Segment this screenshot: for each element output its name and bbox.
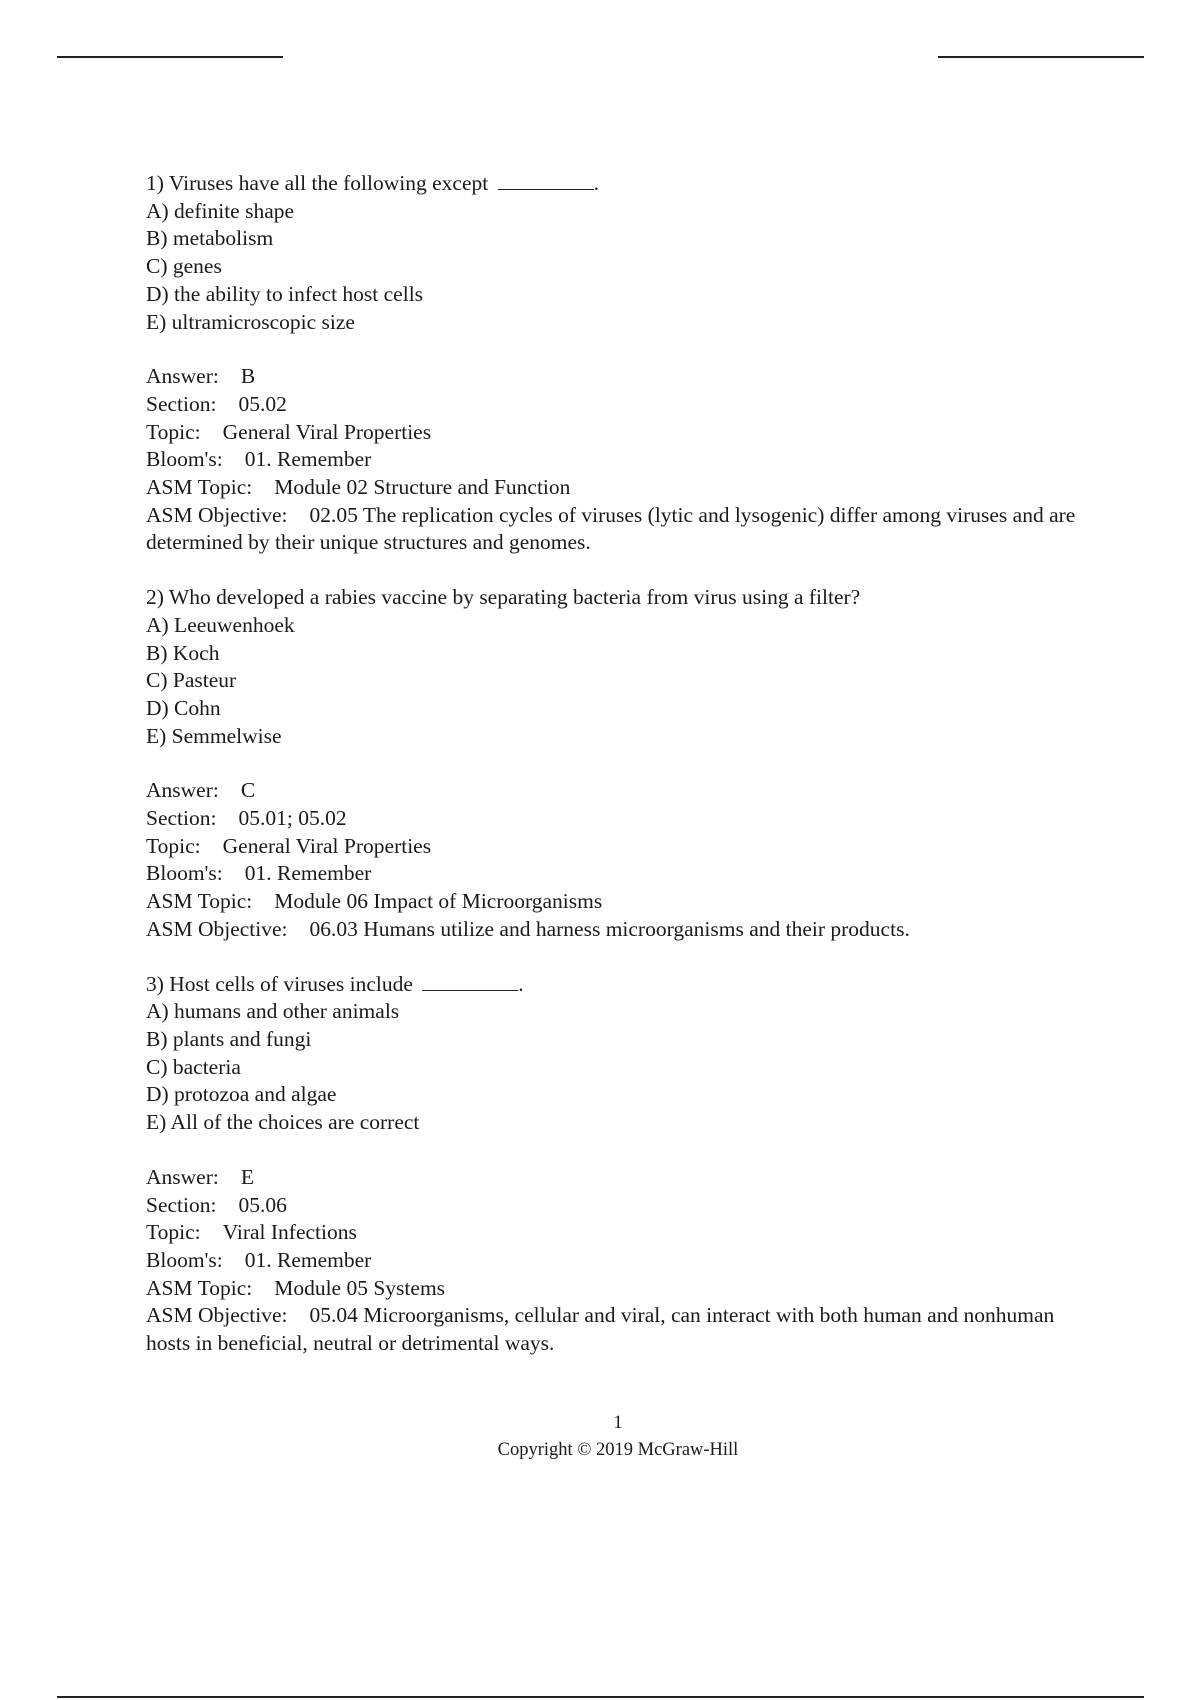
section-row: Section: 05.02 [146,391,287,416]
blooms-row: Bloom's: 01. Remember [146,447,372,472]
asm-topic-row: ASM Topic: Module 05 Systems [146,1275,446,1300]
topic-row: Topic: General Viral Properties [146,833,432,858]
option-b: B) plants and fungi [146,1026,312,1051]
answer-blank [498,171,594,190]
question-2 [146,584,1076,943]
asm-topic-row: ASM Topic: Module 06 Impact of Microorganisms [146,889,603,914]
question-stem: 2) Who developed a rabies vaccine by separating bacteria from virus using a filter? [146,585,861,610]
question-metadata [146,1164,1076,1358]
answer-blank [422,972,518,991]
option-d: D) the ability to infect host cells [146,281,424,306]
question-stem: 1) Viruses have all the following except . [146,171,599,195]
blooms-row: Bloom's: 01. Remember [146,861,372,886]
option-c: C) Pasteur [146,668,237,693]
option-d: D) protozoa and algae [146,1082,337,1107]
question-3 [146,971,1076,1358]
blooms-row: Bloom's: 01. Remember [146,1247,372,1272]
copyright-notice: Copyright © 2019 McGraw-Hill [497,1440,739,1460]
asm-objective-row: ASM Objective: 05.04 Microorganisms, cellular and viral, can interact with both human and nonhuman hosts in beneficial, neutral or detrimental ways. [146,1303,1055,1356]
option-b: B) Koch [146,640,220,665]
answer-row: Answer: B [146,364,256,389]
question-metadata [146,363,1076,557]
header-rule-right [938,56,1144,58]
question-1 [146,170,1076,557]
option-e: E) All of the choices are correct [146,1110,420,1135]
header-rule-left [57,56,283,58]
option-d: D) Cohn [146,695,221,720]
question-stem: 3) Host cells of viruses include . [146,971,524,996]
answer-row: Answer: C [146,778,256,803]
option-c: C) genes [146,254,222,279]
asm-topic-row: ASM Topic: Module 02 Structure and Function [146,475,571,500]
question-metadata [146,777,1076,943]
option-a: A) definite shape [146,198,295,223]
option-e: E) Semmelwise [146,723,282,748]
option-c: C) bacteria [146,1054,241,1079]
footer-rule [57,1696,1144,1698]
page-number: 1 [613,1413,623,1433]
answer-value: C [240,778,256,803]
topic-row: Topic: Viral Infections [146,1220,357,1245]
answer-value: B [240,364,256,389]
asm-objective-row: ASM Objective: 02.05 The replication cycles of viruses (lytic and lysogenic) differ among viruses and are determined by their unique structures and genomes. [146,502,1076,555]
question-list [146,170,1076,1385]
section-row: Section: 05.06 [146,1192,287,1217]
option-b: B) metabolism [146,226,274,251]
section-row: Section: 05.01; 05.02 [146,806,347,831]
option-a: A) humans and other animals [146,999,400,1024]
topic-row: Topic: General Viral Properties [146,419,432,444]
answer-value: E [240,1164,254,1189]
option-e: E) ultramicroscopic size [146,309,355,334]
option-a: A) Leeuwenhoek [146,612,295,637]
answer-row: Answer: E [146,1164,254,1189]
asm-objective-row: ASM Objective: 06.03 Humans utilize and harness microorganisms and their products. [146,916,910,941]
